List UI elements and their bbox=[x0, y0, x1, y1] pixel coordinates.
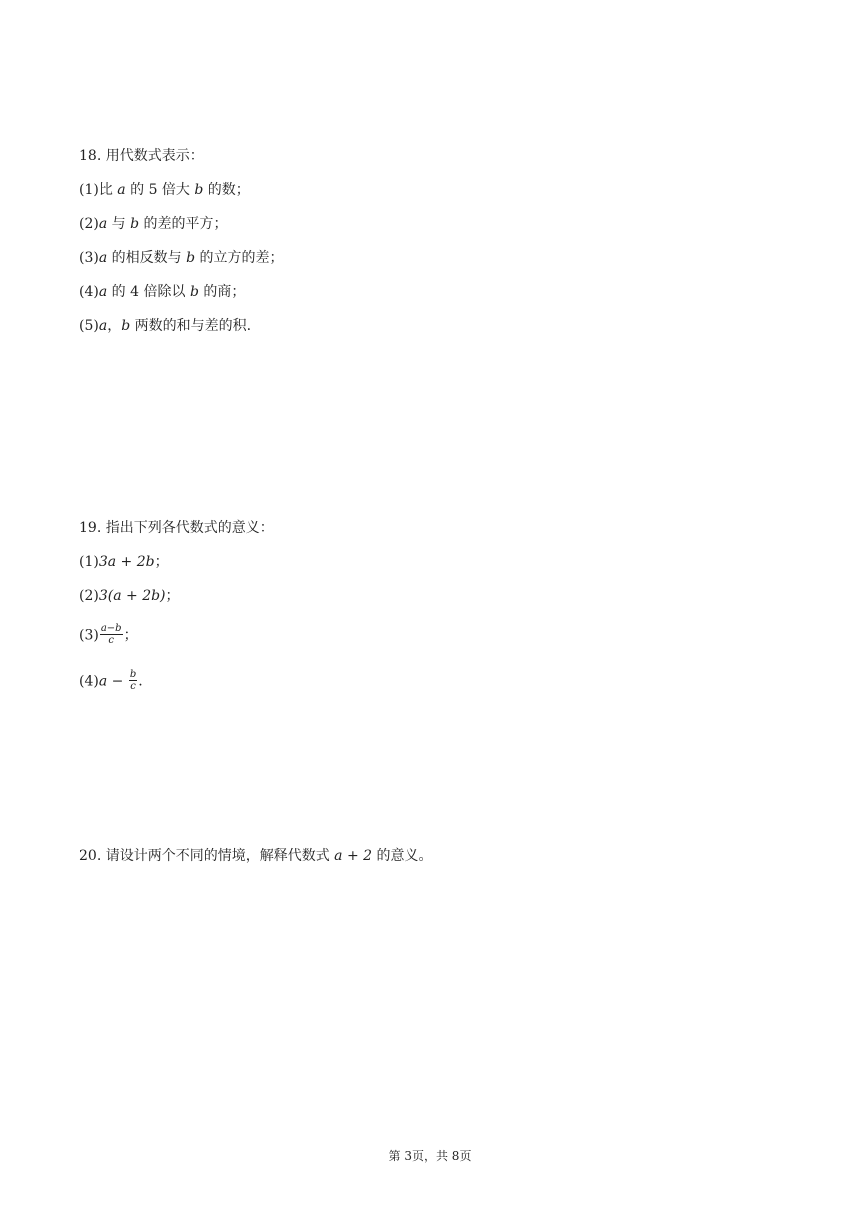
var-b: b bbox=[189, 284, 199, 300]
var-a: a bbox=[98, 318, 108, 334]
text: 的 bbox=[125, 182, 149, 198]
text: 比 bbox=[98, 182, 118, 198]
text: 倍大 bbox=[157, 182, 195, 198]
math-expression: a + 2 bbox=[334, 848, 373, 864]
number: 4 bbox=[130, 284, 140, 300]
q19-item-1 bbox=[79, 552, 169, 572]
text: 的立方的差； bbox=[195, 250, 284, 266]
text: 两数的和与差的积. bbox=[130, 318, 252, 334]
fraction bbox=[100, 623, 123, 646]
math-expression: 3(a + 2b) bbox=[98, 588, 166, 604]
fraction-numerator: a−b bbox=[100, 623, 122, 634]
text: 的意义。 bbox=[372, 848, 433, 864]
fraction-denominator: c bbox=[108, 635, 115, 646]
q20-title bbox=[79, 846, 433, 866]
text: ； bbox=[165, 588, 180, 604]
text: 的商； bbox=[198, 284, 246, 300]
item-label: (2) bbox=[79, 216, 99, 232]
item-label: (4) bbox=[79, 284, 99, 300]
var-a: a bbox=[98, 284, 108, 300]
item-label: (5) bbox=[79, 318, 99, 334]
q18-item-2 bbox=[79, 214, 228, 234]
q18-item-1 bbox=[79, 180, 250, 200]
q19-item-3 bbox=[79, 624, 138, 647]
q18-item-5 bbox=[79, 316, 251, 336]
text: . bbox=[138, 673, 143, 690]
page-footer: 第 3页，共 8页 bbox=[388, 1149, 472, 1163]
var-b: b bbox=[121, 318, 131, 334]
text: 20. 请设计两个不同的情境，解释代数式 bbox=[79, 848, 335, 864]
text: ； bbox=[123, 627, 138, 644]
item-label: (3) bbox=[79, 627, 99, 644]
text: 的数； bbox=[203, 182, 250, 198]
text: 的差的平方； bbox=[139, 216, 228, 232]
text: ； bbox=[154, 554, 169, 570]
item-label: (3) bbox=[79, 250, 99, 266]
var-b: b bbox=[130, 216, 140, 232]
item-label: (2) bbox=[79, 588, 99, 604]
fraction-denominator: c bbox=[130, 681, 136, 692]
fraction-numerator: b bbox=[129, 669, 137, 680]
var-a: a bbox=[117, 182, 126, 198]
number: 5 bbox=[148, 182, 158, 198]
item-label: (1) bbox=[79, 182, 99, 198]
math-expression: a − bbox=[98, 673, 128, 690]
text: 的 bbox=[107, 284, 131, 300]
q18-item-3 bbox=[79, 248, 284, 268]
math-expression: 3a + 2b bbox=[98, 554, 155, 570]
text: ， bbox=[107, 318, 122, 334]
text: 倍除以 bbox=[139, 284, 190, 300]
q18-item-4 bbox=[79, 282, 245, 302]
item-label: (1) bbox=[79, 554, 99, 570]
fraction bbox=[129, 669, 137, 692]
q19-title: 19. 指出下列各代数式的意义： bbox=[79, 520, 274, 536]
text: 的相反数与 bbox=[107, 250, 187, 266]
q19-item-2 bbox=[79, 586, 180, 606]
var-a: a bbox=[98, 216, 108, 232]
var-b: b bbox=[186, 250, 196, 266]
item-label: (4) bbox=[79, 673, 99, 690]
q19-item-4 bbox=[79, 670, 143, 693]
text: 与 bbox=[107, 216, 131, 232]
q18-title: 18. 用代数式表示： bbox=[79, 148, 204, 164]
var-a: a bbox=[98, 250, 108, 266]
var-b: b bbox=[194, 182, 204, 198]
